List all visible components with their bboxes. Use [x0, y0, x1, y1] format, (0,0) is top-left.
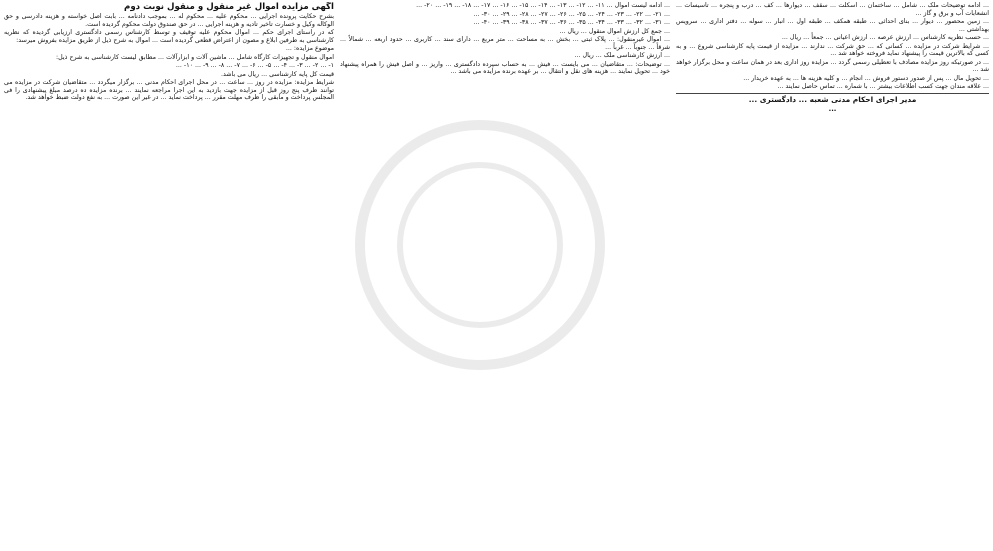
paragraph: ... حسب نظریه کارشناس ... ارزش عرصه ... ارزش اعیانی ... جمعاً ... ریال ... [781, 34, 989, 42]
paragraph: موضوع مزایده: ... [285, 45, 334, 53]
paragraph: ... زمین محصور ... دیوار ... بنای احداثی ... طبقه همکف ... طبقه اول ... انبار ... سوله ... دفتر اداری ... سرویس بهداشتی ... [676, 18, 989, 33]
left-column [676, 2, 989, 549]
notice-page [4, 2, 989, 549]
paragraph: ... ادامه توضیحات ملک ... شامل ... ساختمان ... اسکلت ... سقف ... دیوارها ... کف ... درب و پنجره ... تاسیسات ... انشعابات آب و برق و گاز ... [676, 2, 989, 17]
paragraph: قیمت کل پایه کارشناسی ... ریال می باشد. [220, 70, 334, 78]
notice-heading: آگهی مزایده اموال غیر منقول و منقول نوبت دوم [124, 2, 334, 12]
paragraph: شرایط مزایده: مزایده در روز ... ساعت ... در محل اجرای احکام مدنی ... برگزار میگردد ... متقاضیان شرکت در مزایده می توانند ظرف پنج روز قبل از مزایده جهت بازدید به این اجرا مراجعه نمایند ... برنده مزایده ده درصد مبلغ پیشنهادی را فی المجلس پرداخت و مابقی را ظرف مهلت مقرر ... پرداخت نماید ... در غیر این صورت ... به نفع دولت ضبط خواهد شد. [4, 79, 334, 102]
paragraph: بشرح حکایت پرونده اجرایی ... محکوم علیه ... محکوم له ... بموجب دادنامه ... بابت اصل خواسته و هزینه دادرسی و حق الوکاله وکیل و خسارت تاخیر تادیه و هزینه اجرایی ... در حق صندوق دولت محکوم گردیده است. [4, 13, 334, 28]
divider [676, 93, 989, 94]
paragraph: ... ارزش کارشناسی ملک ... ریال ... [574, 52, 670, 60]
paragraph: ... تحویل مال ... پس از صدور دستور فروش ... انجام ... و کلیه هزینه ها ... به عهده خریدار ... [743, 74, 989, 82]
paragraph: ... اموال غیرمنقول: ... پلاک ثبتی ... بخش ... به مساحت ... متر مربع ... دارای سند ... کاربری ... حدود اربعه ... شمالاً ... شرقاً ... جنوباً ... غرباً ... [340, 36, 670, 51]
paragraph: ... در صورتیکه روز مزایده مصادف با تعطیلی رسمی گردد ... مزایده روز اداری بعد در همان ساعت و محل برگزار خواهد شد ... [676, 58, 989, 74]
paragraph: ... ۲۱- ... ۲۲- ... ۲۳- ... ۲۴- ... ۲۵- ... ۲۶- ... ۲۷- ... ۲۸- ... ۲۹- ... ۳۰- ... [473, 10, 670, 18]
paragraph: ... شرایط شرکت در مزایده ... کسانی که ... حق شرکت ... ندارند ... مزایده از قیمت پایه کارشناسی شروع ... و به کسی که بالاترین قیمت را پیشنهاد نماید فروخته خواهد شد ... [676, 42, 989, 58]
middle-column [340, 2, 670, 549]
paragraph: ... جمع کل ارزش اموال منقول ... ریال ... [559, 27, 670, 35]
paragraph: که در راستای اجرای حکم ... اموال محکوم علیه توقیف و توسط کارشناس رسمی دادگستری ارزیابی گردیده که نظریه کارشناسی به طرفین ابلاغ و مصون از اعتراض قطعی گردیده است ... اموال به شرح ذیل از طریق مزایده بفروش میرسد: [4, 29, 334, 44]
paragraph: اموال منقول و تجهیزات کارگاه شامل ... ماشین آلات و ابزارآلات ... مطابق لیست کارشناسی به شرح ذیل: [56, 53, 334, 61]
paragraph: ... توضیحات: ... متقاضیان ... می بایست ... فیش ... به حساب سپرده دادگستری ... واریز ... و اصل فیش را همراه پیشنهاد خود ... تحویل نمایند ... هزینه های نقل و انتقال ... بر عهده برنده مزایده می باشد ... [340, 60, 670, 76]
paragraph: ... ۳۱- ... ۳۲- ... ۳۳- ... ۳۴- ... ۳۵- ... ۳۶- ... ۳۷- ... ۳۸- ... ۳۹- ... ۴۰- ... [473, 19, 670, 27]
paragraph: ... ادامه لیست اموال ... ۱۱- ... ۱۲- ... ۱۳- ... ۱۴- ... ۱۵- ... ۱۶- ... ۱۷- ... ۱۸- ... ۱۹- ... ۲۰- ... [416, 2, 670, 9]
right-column [4, 2, 334, 549]
paragraph: ۱- ... ۲- ... ۳- ... ۴- ... ۵- ... ۶- ... ۷- ... ۸- ... ۹- ... ۱۰- ... [175, 62, 334, 70]
paragraph: ... علاقه مندان جهت کسب اطلاعات بیشتر ... با شماره ... تماس حاصل نمایند ... [777, 83, 989, 91]
signature-subtitle: ... [828, 104, 837, 113]
signature-title: مدیر اجرای احکام مدنی شعبه ... دادگستری ... [748, 95, 917, 105]
